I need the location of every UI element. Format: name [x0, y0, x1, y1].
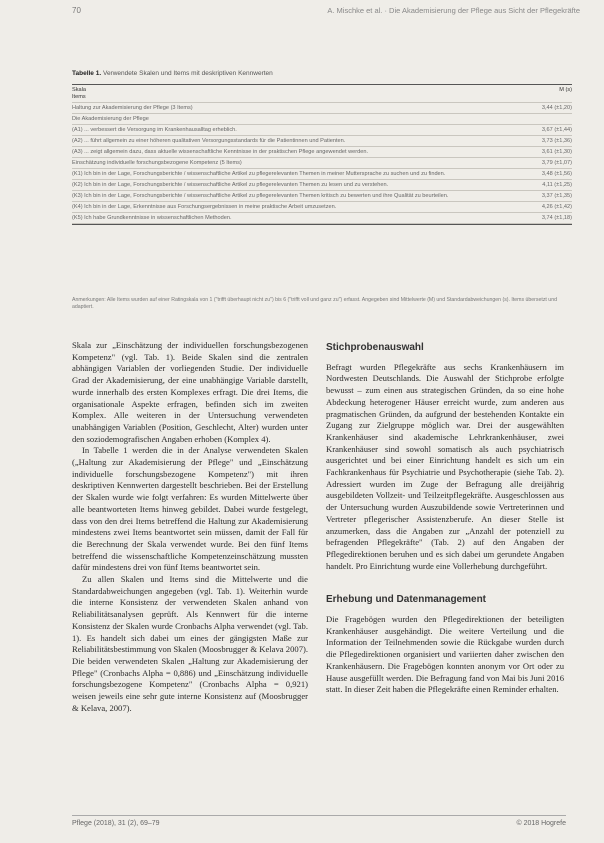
table-row-label: (K3) Ich bin in der Lage, Forschungsberichte / wissenschaftliche Artikel zu pflegerelevanten Themen kritisch zu bewerten und ihre Qualität zu beurteilen.: [72, 192, 449, 199]
table-row-value: 3,37 (±1,35): [541, 192, 572, 199]
table-row-label: (A1) ... verbessert die Versorgung im Krankenhausalltag erheblich.: [72, 126, 237, 133]
body-paragraph: Skala zur „Einschätzung der individuellen forschungsbezogenen Kompetenz" (vgl. Tab. 1). Beide Skalen sind die zentralen abhängigen Variablen der vorliegenden Studie. Der individuelle Grad der Akademisierung, der eine unabhängige Variable darstellt, wurde innerhalb des ersten Komplexes erfragt. Die drei Items, die organisationale Aspekte erfragen, befinden sich im zweiten Komplex. Alle weiteren in der Untersuchung verwendeten unabhängigen Variablen (Position, Geschlecht, Alter) wurden unter den soziodemografischen Angaben erhoben (Komplex 4).: [72, 340, 308, 444]
table-row: [72, 103, 572, 114]
table-caption-label: Tabelle 1.: [72, 70, 102, 77]
running-title: A. Mischke et al. · Die Akademisierung der Pflege aus Sicht der Pflegekräfte: [327, 6, 580, 15]
table-row: [72, 125, 572, 136]
table-row-value: 4,11 (±1,25): [542, 181, 572, 188]
table-row-label: (K4) Ich bin in der Lage, Erkenntnisse aus Forschungsergebnissen in meine praktische Arbeit umzusetzen.: [72, 203, 337, 210]
body-paragraph: Die Fragebögen wurden den Pflegedirektionen der beteiligten Krankenhäuser ausgehändigt. Die weitere Verteilung und die Information der Teilnehmenden sowie die Rückgabe wurden durch die Pflegedirektionen organisiert und variierten daher zwischen den Krankenhäusern. Die Fragebögen konnten anonym vor Ort oder zu Hause ausgefüllt werden. Die Befragung fand von Mai bis Juni 2016 statt. In dieser Zeit haben die Pflegekräfte einen Reminder erhalten.: [326, 614, 564, 695]
table-row-value: 3,67 (±1,44): [541, 126, 572, 133]
table-row-label: Einschätzung individuelle forschungsbezogene Kompetenz (5 Items): [72, 159, 242, 166]
table-note: Anmerkungen: Alle Items wurden auf einer Ratingskala von 1 ("trifft überhaupt nicht zu") bis 6 ("trifft voll und ganz zu") erfasst. Angegeben sind Mittelwerte (M) und Standardabweichungen (s). Items übersetzt und adaptiert.: [72, 297, 557, 310]
left-column: [72, 340, 308, 715]
table-row-value: [540, 116, 572, 123]
table-row-label: (K2) Ich bin in der Lage, Forschungsberichte / wissenschaftliche Artikel zu pflegerelevanten Themen zu lesen und zu verstehen.: [72, 181, 389, 188]
table-head-items: Items: [72, 93, 86, 100]
body-paragraph: Zu allen Skalen und Items sind die Mittelwerte und die Standardabweichungen angegeben (vgl. Tab. 1). Weiterhin wurde die interne Konsistenz der verwendeten Skalen anhand von Reliabilitätsanalysen geprüft. Als Kennwert für die interne Konsistenz der Skalen wurde Cronbachs Alpha verwendet (vgl. Tab. 1). Es handelt sich dabei um eines der gängigsten Maße zur Reliabilitätsbestimmung von Skalen (Moosbrugger & Kelava 2007). Die beiden verwendeten Skalen „Haltung zur Akademisierung der Pflege" (Cronbachs Alpha = 0,886) und „Einschätzung individuelle forschungsbezogene Kompetenz" (Cronbachs Alpha = 0,921) weisen jeweils eine sehr gute interne Konsistenz auf (Moosbrugger & Kelava, 2007).: [72, 574, 308, 713]
table-row: [72, 158, 572, 169]
table-caption-text: Verwendete Skalen und Items mit deskriptiven Kennwerten: [102, 70, 273, 77]
right-column: [326, 340, 564, 696]
table-row-label: (A3) ... zeigt allgemein dazu, dass aktuelle wissenschaftliche Kenntnisse in der praktischen Pflege angewendet werden.: [72, 148, 369, 155]
table-row-label: (A2) ... führt allgemein zu einer höheren qualitativen Versorgungsstandards für die Patientinnen und Patienten.: [72, 137, 346, 144]
table-row-value: 3,48 (±1,56): [541, 170, 572, 177]
table-row-value: 3,61 (±1,30): [541, 148, 572, 155]
table-row-label: (K5) Ich habe Grundkenntnisse in wissenschaftlichen Methoden.: [72, 214, 232, 221]
data-table: [72, 84, 572, 225]
table-row: [72, 180, 572, 191]
table-row: [72, 191, 572, 202]
footer-citation: Pflege (2018), 31 (2), 69–79: [72, 820, 160, 827]
section-heading-sampling: Stichprobenauswahl: [326, 342, 424, 353]
table-head-value: M (s): [559, 86, 572, 93]
section-heading-data-collection: Erhebung und Datenmanagement: [326, 594, 487, 606]
table-row: [72, 114, 572, 125]
table-row-label: (K1) Ich bin in der Lage, Forschungsberichte / wissenschaftliche Artikel zu pflegerelevanten Themen in meiner Muttersprache zu suchen und zu finden.: [72, 170, 446, 177]
page-number: 70: [72, 6, 81, 15]
body-paragraph: In Tabelle 1 werden die in der Analyse verwendeten Skalen („Haltung zur Akademisierung der Pflege" und „Einschätzung individuelle forschungsbezogene Kompetenz") mit ihren deskriptiven Kennwerten dargestellt beschrieben. Bei der Erstellung der Skalen wurde wie folgt verfahren: Es wurden Mittelwerte über alle beantworteten Items hinweg gebildet. Dabei wurde festgelegt, dass von den drei Items betreffend die Haltung zur Akademisierung mindestens zwei Items beantwortet sein müssen, damit der Fall für die Berechnung der Skala verwendet wurde. Bei den fünf Items betreffend die wissenschaftliche Kompetenzeinschätzung mussten dafür mindestens drei von fünf Items beantwortet sein.: [72, 445, 308, 573]
table-row-value: 4,26 (±1,42): [541, 203, 572, 210]
footer-copyright: © 2018 Hogrefe: [516, 820, 566, 827]
table-header-row: [72, 84, 572, 103]
table-head-scale: Skala: [72, 86, 86, 93]
table-row-label: Haltung zur Akademisierung der Pflege (3 Items): [72, 104, 193, 111]
footer-rule: [72, 815, 566, 816]
table-caption: [72, 70, 273, 77]
table-row: [72, 169, 572, 180]
body-paragraph: Befragt wurden Pflegekräfte aus sechs Krankenhäusern im Nordwesten Deutschlands. Die Auswahl der Stichprobe erfolgte bewusst – zum einen aus strategischen Gründen, da so eine hohe Abdeckung heterogener Häuser erreicht wurde, zum anderen aus pragmatischen Gründen, da aufgrund der bestehenden Kontakte ein Zugang zur Zielgruppe möglich war. Drei der ausgewählten Krankenhäuser sind akademische Lehrkrankenhäuser, zwei Krankenhäuser sind sowohl somatisch als auch psychiatrisch ausgerichtet und bei einer Einrichtung handelt es sich um ein Fachkrankenhaus für Psychiatrie und Psychotherapie (siehe Tab. 2). Adressiert wurden im Zuge der Befragung alle dreijährig ausgebildeten Vollzeit- und Teilzeitpflegekräfte. Ausgeschlossen aus der Untersuchung wurden Auszubildende sowie Vertreterinnen und Vertreter pflegerischer Assistenzberufe. An dieser Stelle ist anzumerken, dass die Angaben zur „Anzahl der potenziell zu befragenden Pflegekräfte" (Tab. 2) auf den Angaben der Pflegedirektionen beruhen und es sich dabei um gerundete Angaben handelt. Pro Einrichtung wurde eine Vollerhebung durchgeführt.: [326, 361, 564, 571]
table-row: [72, 147, 572, 158]
table-row-value: 3,44 (±1,20): [541, 104, 572, 111]
table-row-label: Die Akademisierung der Pflege: [72, 115, 149, 122]
table-row-value: 3,79 (±1,07): [541, 159, 572, 166]
table-row: [72, 136, 572, 147]
table-row-value: 3,73 (±1,36): [541, 137, 572, 144]
table-row-value: 3,74 (±1,18): [541, 214, 572, 221]
table-row: [72, 213, 572, 224]
table-row: [72, 202, 572, 213]
table-bottom-rule: [72, 224, 572, 225]
